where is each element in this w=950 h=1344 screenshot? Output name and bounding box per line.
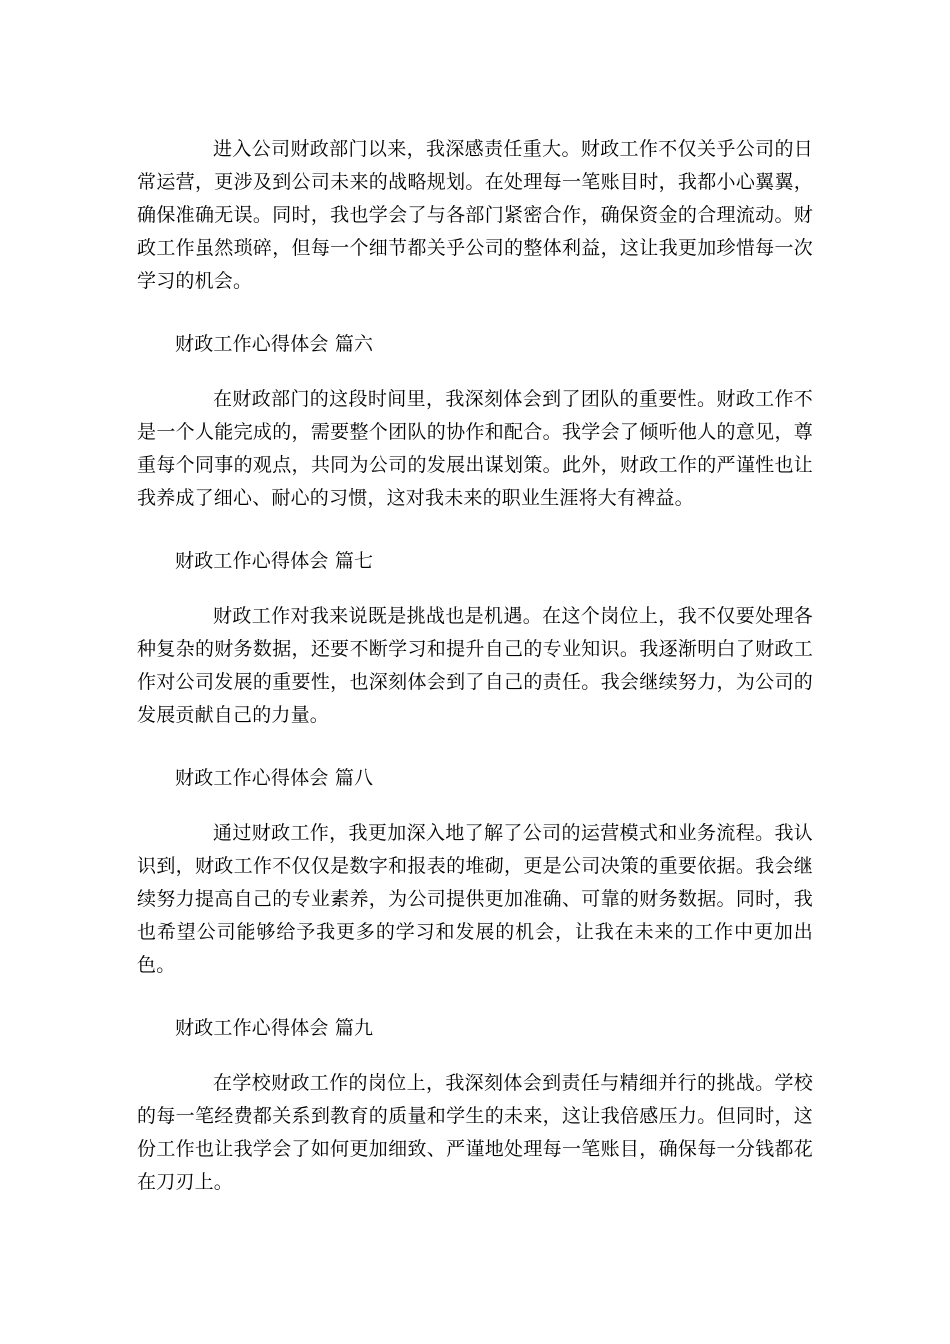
- paragraph-4: 通过财政工作，我更加深入地了解了公司的运营模式和业务流程。我认识到，财政工作不仅仅是数字和报表的堆砌，更是公司决策的重要依据。我会继续努力提高自己的专业素养，为公司提供更加准确、可靠的财务数据。同时，我也希望公司能够给予我更多的学习和发展的机会，让我在未来的工作中更加出色。: [137, 822, 813, 976]
- section-heading-7: 财政工作心得体会 篇七: [175, 550, 374, 572]
- paragraph-2: 在财政部门的这段时间里，我深刻体会到了团队的重要性。财政工作不是一个人能完成的，需要整个团队的协作和配合。我学会了倾听他人的意见，尊重每个同事的观点，共同为公司的发展出谋划策。此外，财政工作的严谨性也让我养成了细心、耐心的习惯，这对我未来的职业生涯将大有裨益。: [137, 388, 813, 509]
- paragraph-3: 财政工作对我来说既是挑战也是机遇。在这个岗位上，我不仅要处理各种复杂的财务数据，还要不断学习和提升自己的专业知识。我逐渐明白了财政工作对公司发展的重要性，也深刻体会到了自己的责任。我会继续努力，为公司的发展贡献自己的力量。: [137, 605, 813, 726]
- section-heading-8: 财政工作心得体会 篇八: [175, 767, 374, 789]
- section-heading-6: 财政工作心得体会 篇六: [175, 333, 374, 355]
- paragraph-5: 在学校财政工作的岗位上，我深刻体会到责任与精细并行的挑战。学校的每一笔经费都关系到教育的质量和学生的未来，这让我倍感压力。但同时，这份工作也让我学会了如何更加细致、严谨地处理每一笔账目，确保每一分钱都花在刀刃上。: [137, 1072, 813, 1193]
- paragraph-1: 进入公司财政部门以来，我深感责任重大。财政工作不仅关乎公司的日常运营，更涉及到公司未来的战略规划。在处理每一笔账目时，我都小心翼翼，确保准确无误。同时，我也学会了与各部门紧密合作，确保资金的合理流动。财政工作虽然琐碎，但每一个细节都关乎公司的整体利益，这让我更加珍惜每一次学习的机会。: [137, 138, 813, 292]
- section-heading-9: 财政工作心得体会 篇九: [175, 1017, 374, 1039]
- document-page: [137, 133, 813, 1199]
